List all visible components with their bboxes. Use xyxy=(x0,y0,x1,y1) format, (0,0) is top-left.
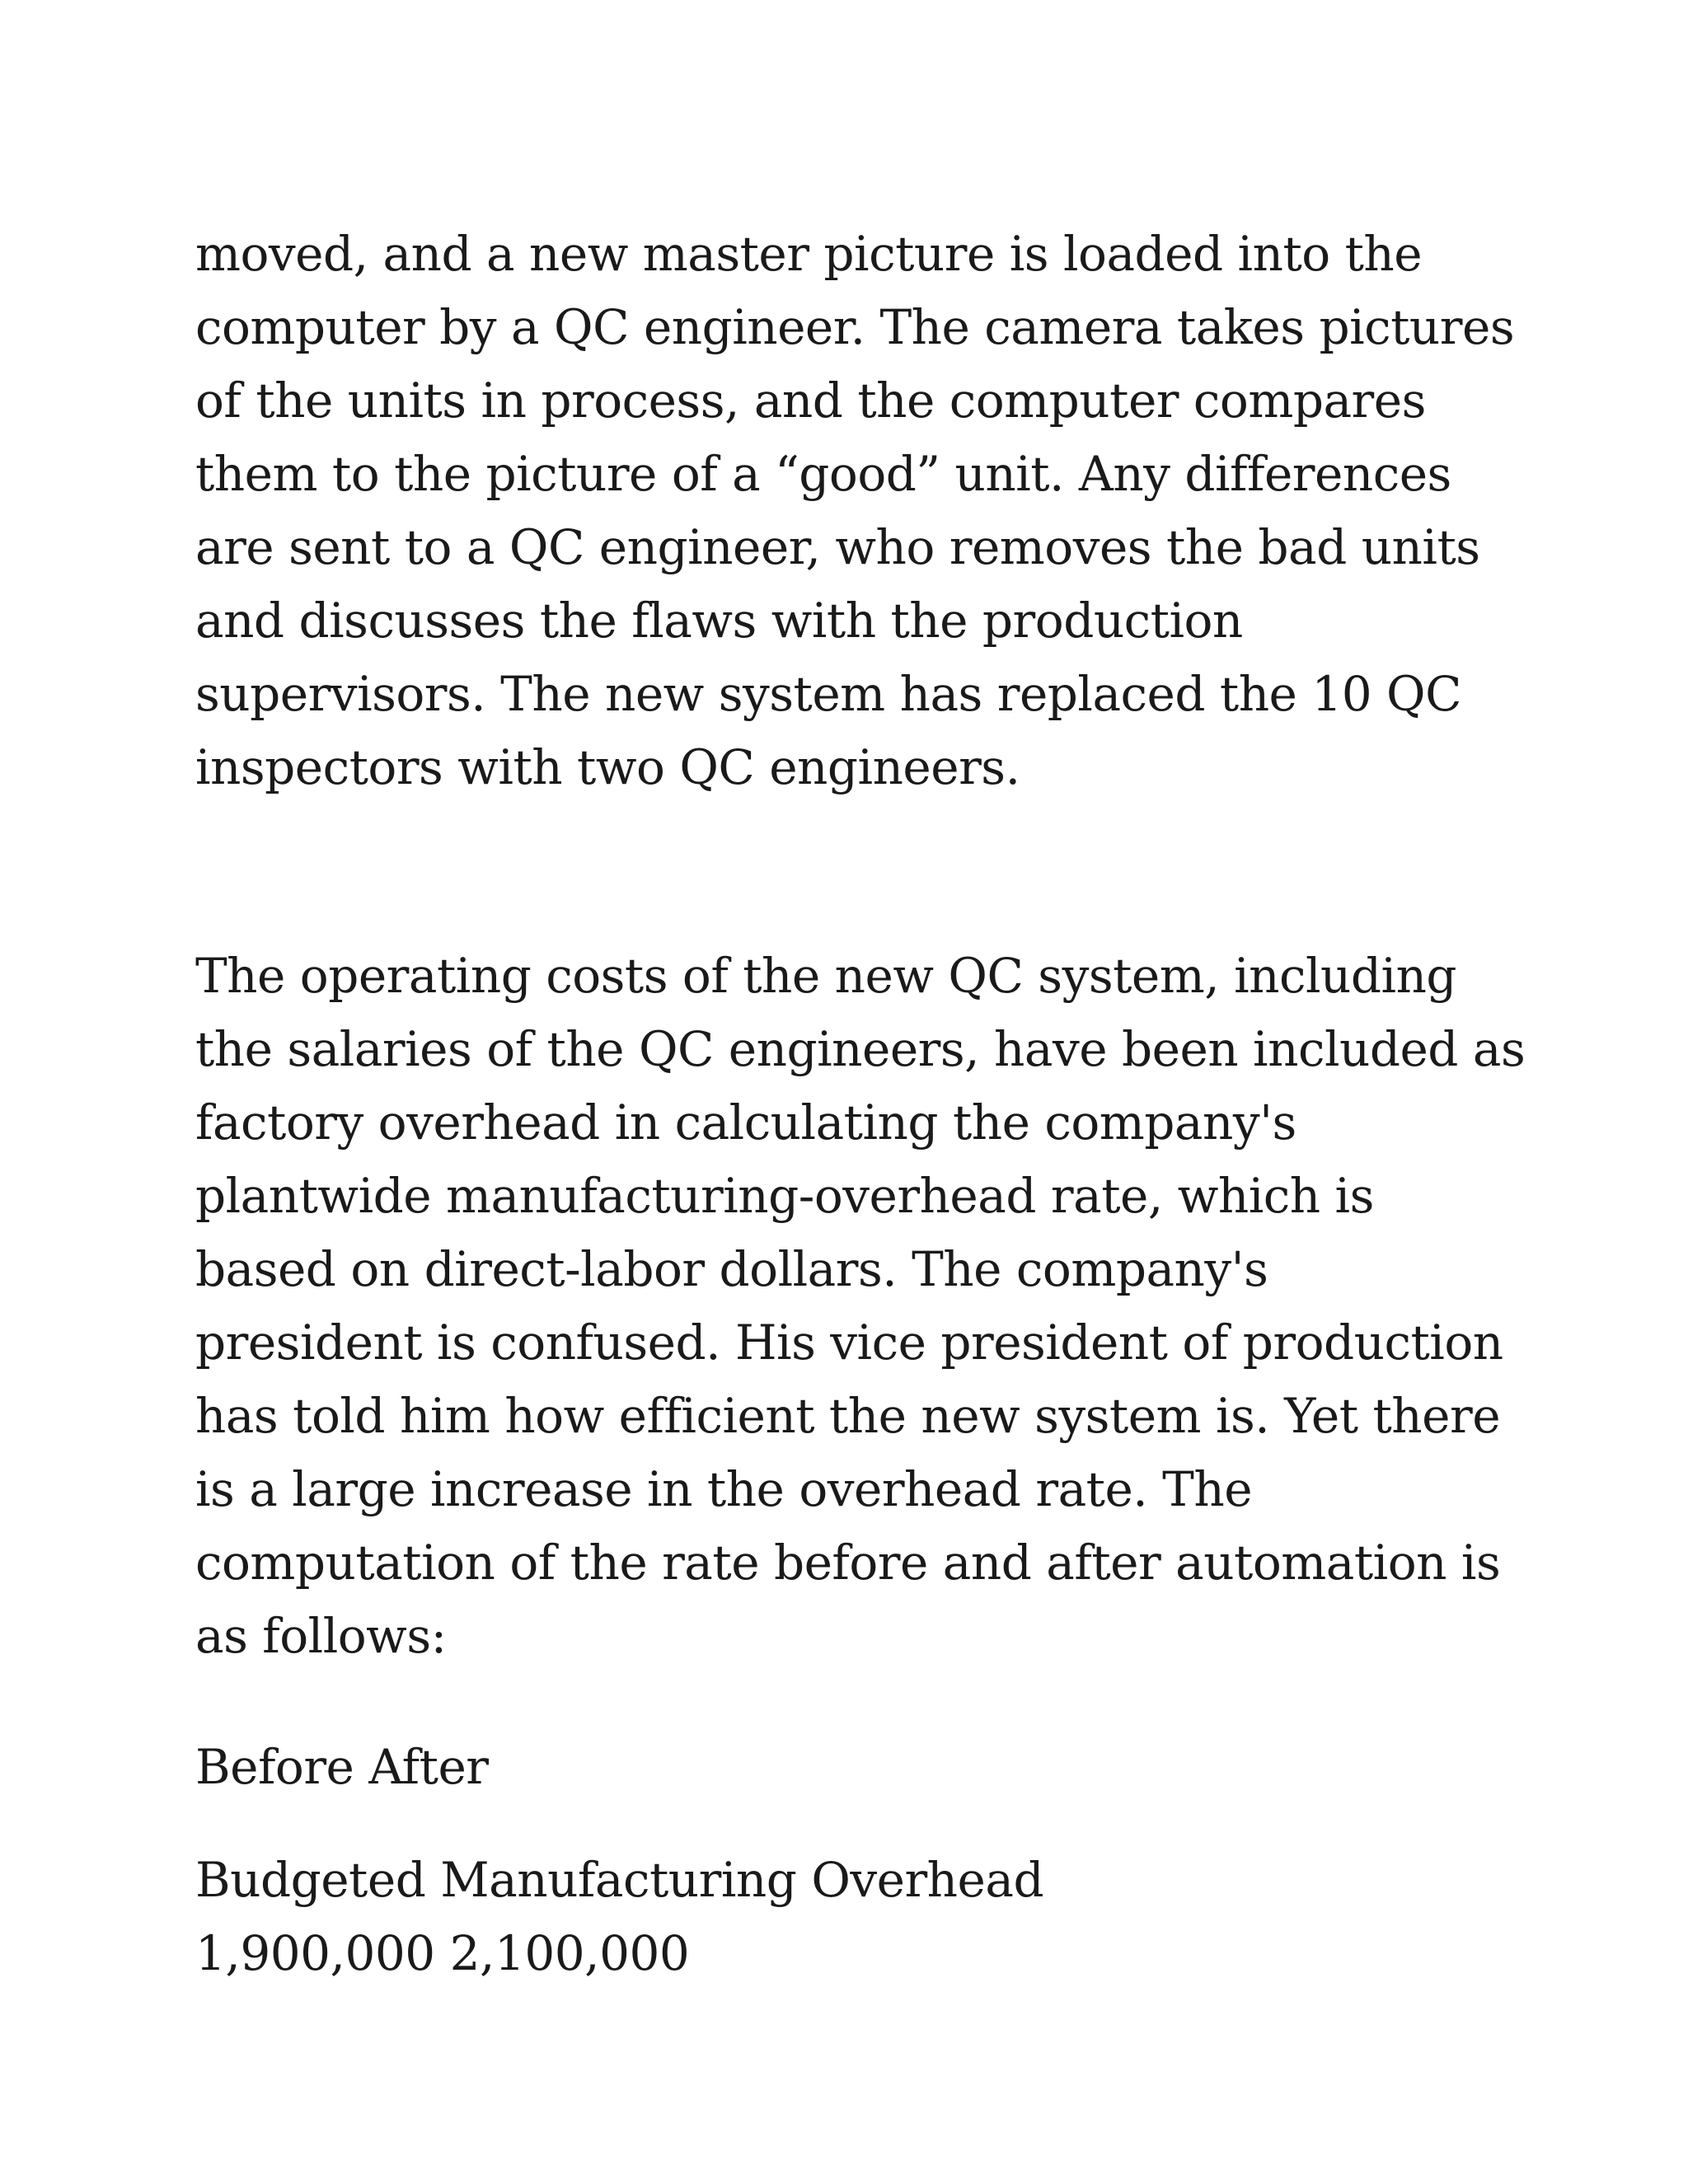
text-line: of the units in process, and the computer compares xyxy=(195,373,1426,429)
text-line: is a large increase in the overhead rate. The xyxy=(195,1461,1253,1517)
text-line: them to the picture of a “good” unit. Any differences xyxy=(195,446,1451,502)
paragraph-operating-costs xyxy=(195,940,1526,1673)
text-line: The operating costs of the new QC system, including xyxy=(195,948,1457,1004)
text-line: president is confused. His vice president of production xyxy=(195,1315,1503,1371)
text-line: as follows: xyxy=(195,1608,447,1664)
text-line: has told him how efficient the new system is. Yet there xyxy=(195,1388,1501,1444)
text-line: and discusses the flaws with the production xyxy=(195,593,1243,649)
row-label-text: Budgeted Manufacturing Overhead xyxy=(195,1852,1044,1908)
text-line: inspectors with two QC engineers. xyxy=(195,739,1020,795)
table-column-headers xyxy=(195,1731,1514,1804)
text-line: computation of the rate before and after automation is xyxy=(195,1535,1501,1591)
column-headers-text: Before After xyxy=(195,1739,489,1795)
row-values-text: 1,900,000 2,100,000 xyxy=(195,1925,690,1981)
text-line: plantwide manufacturing-overhead rate, which is xyxy=(195,1168,1374,1224)
text-line: supervisors. The new system has replaced the 10 QC xyxy=(195,666,1461,722)
paragraph-qc-system-description xyxy=(195,218,1514,804)
table-row-label xyxy=(195,1844,1514,1917)
text-line: are sent to a QC engineer, who removes the bad units xyxy=(195,519,1480,575)
text-line: factory overhead in calculating the company's xyxy=(195,1094,1296,1151)
text-line: computer by a QC engineer. The camera takes pictures xyxy=(195,299,1515,355)
table-row-values xyxy=(195,1917,1514,1990)
text-line: based on direct-labor dollars. The company's xyxy=(195,1241,1268,1297)
text-line: the salaries of the QC engineers, have been included as xyxy=(195,1021,1526,1077)
text-line: moved, and a new master picture is loaded into the xyxy=(195,226,1423,282)
